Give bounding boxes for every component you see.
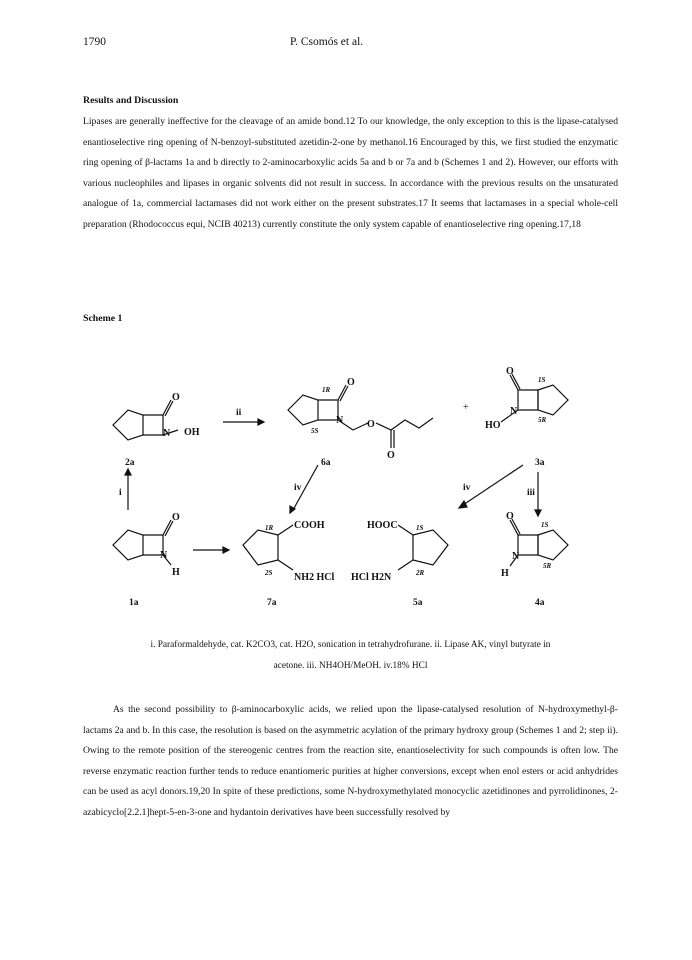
svg-text:H: H (501, 568, 509, 579)
svg-text:H: H (172, 567, 180, 578)
plus-sign: + (463, 402, 469, 413)
svg-text:O: O (506, 511, 514, 522)
svg-text:2R: 2R (416, 569, 425, 577)
svg-text:5S: 5S (311, 427, 319, 435)
step-iv-label-a: iv (294, 483, 302, 493)
compound-6a-structure (288, 385, 433, 448)
svg-text:5R: 5R (543, 562, 552, 570)
page-number: 1790 (83, 36, 106, 48)
running-author: P. Csomós et al. (290, 36, 364, 48)
label-5a: 5a (413, 598, 423, 608)
svg-text:1R: 1R (265, 524, 274, 532)
scheme-caption-line1: i. Paraformaldehyde, cat. K2CO3, cat. H2O, sonication in tetrahydrofurane. ii. Lipase AK, vinyl butyrate in (150, 640, 551, 650)
svg-text:1S: 1S (541, 521, 549, 529)
svg-text:2S: 2S (265, 569, 273, 577)
scheme-caption-line2: acetone. iii. NH4OH/MeOH. iv.18% HCl (273, 661, 428, 671)
oh-group-2a: OH (184, 427, 200, 438)
svg-text:1R: 1R (322, 386, 331, 394)
svg-text:O: O (506, 366, 514, 377)
step-ii-label: ii (236, 408, 242, 418)
paragraph-2 (83, 700, 618, 824)
svg-text:N: N (336, 415, 344, 426)
paragraph-1 (83, 112, 618, 236)
svg-text:NH2 HCl: NH2 HCl (294, 572, 335, 583)
svg-text:N: N (160, 550, 168, 561)
label-4a: 4a (535, 598, 545, 608)
label-3a: 3a (535, 458, 545, 468)
step-i-label: i (119, 488, 122, 498)
scheme-title: Scheme 1 (83, 313, 123, 324)
step-iii-label: iii (527, 488, 535, 498)
svg-text:HOOC: HOOC (367, 520, 398, 531)
svg-text:N: N (510, 406, 518, 417)
scheme-1-diagram (83, 330, 618, 620)
svg-text:O: O (172, 392, 180, 403)
svg-text:O: O (347, 377, 355, 388)
svg-text:O: O (172, 512, 180, 523)
svg-text:HO: HO (485, 420, 501, 431)
label-6a: 6a (321, 458, 331, 468)
svg-text:5R: 5R (538, 416, 547, 424)
p1-text: Lipases are generally ineffective for the cleavage of an amide bond.12 To our knowledge, the only exception to this is the lipase-catalysed enantioselective ring opening of N-benzoyl-substituted azetidin-2-one by methanol.16 Encouraged by this, we first studied the enzymatic ring opening of β-lactams 1a and b directly to 2-aminocarboxylic acids 5a and b or 7a and b (Schemes 1 and 2). However, our efforts with various nucleophiles and lipases in organic solvents did not result in success. In accordance with the previous results on the unsaturated analogue of 1a, commercial lactamases did not work either on the present substrates.17 It seems that lactamases in a special whole-cell preparation (Rhodococcus equi, NCIB 40213) currently constitute the only system capable of enantioselective ring opening.17,18 (83, 116, 618, 230)
svg-text:N: N (163, 428, 171, 439)
label-7a: 7a (267, 598, 277, 608)
svg-text:HCl H2N: HCl H2N (351, 572, 392, 583)
section-title: Results and Discussion (83, 95, 179, 106)
svg-text:N: N (512, 551, 520, 562)
step-iv-label-b: iv (463, 483, 471, 493)
svg-text:1S: 1S (416, 524, 424, 532)
p2-text: As the second possibility to β-aminocarboxylic acids, we relied upon the lipase-catalysed resolution of N-hydroxymethyl-β-lactams 2a and b. In this case, the resolution is based on the asymmetric acylation of the primary hydroxy group (Schemes 1 and 2; step ii). Owing to the remote position of the stereogenic centres from the reaction site, enantioselectivity for such compounds is often low. The reverse enzymatic reaction further tends to reduce enantiomeric purities at higher conversions, except when enol esters or acid anhydrides can be used as acyl donors.19,20 In spite of these predictions, some N-hydroxymethylated monocyclic azetidinones and pyrrolidinones, 2-azabicyclo[2.2.1]hept-5-en-3-one and hydantoin derivatives have been successfully resolved by (83, 704, 618, 818)
svg-text:1S: 1S (538, 376, 546, 384)
svg-text:COOH: COOH (294, 520, 325, 531)
svg-text:O: O (387, 450, 395, 461)
svg-text:O: O (367, 419, 375, 430)
label-2a: 2a (125, 458, 135, 468)
label-1a: 1a (129, 598, 139, 608)
